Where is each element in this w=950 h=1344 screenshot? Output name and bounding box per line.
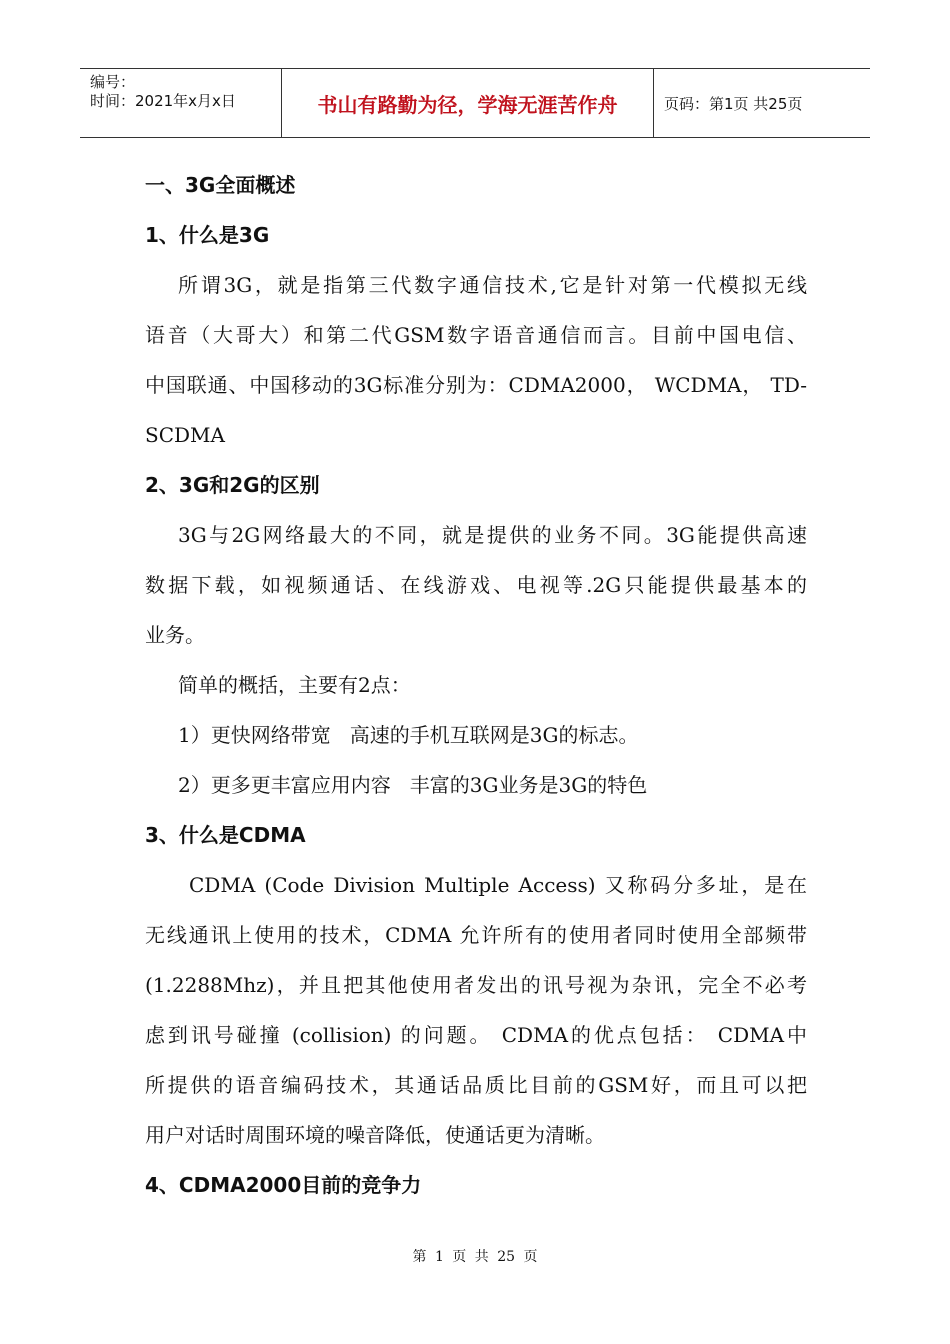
subsection-heading: 1、什么是3G: [145, 223, 270, 247]
paragraph-line: 业务。: [145, 623, 205, 647]
subsection-heading: 4、CDMA2000目前的竞争力: [145, 1173, 422, 1197]
paragraph-line: 中国联通、中国移动的3G标准分别为：CDMA2000， WCDMA， TD-: [145, 373, 807, 397]
page-header: [80, 68, 870, 138]
subsection-heading: 3、什么是CDMA: [145, 823, 306, 847]
paragraph-line: SCDMA: [145, 423, 225, 447]
subsection-heading: 2、3G和2G的区别: [145, 473, 320, 497]
doc-number-label: 编号：: [90, 73, 136, 91]
list-item: 2）更多更丰富应用内容 丰富的3G业务是3G的特色: [178, 773, 648, 797]
paragraph-line: 所提供的语音编码技术，其通话品质比目前的GSM好，而且可以把: [145, 1073, 807, 1097]
paragraph-line: 用户对话时周围环境的噪音降低，使通话更为清晰。: [145, 1123, 605, 1147]
paragraph-line: CDMA (Code Division Multiple Access) 又称码分多址，是在: [189, 873, 807, 897]
paragraph-line: 数据下载，如视频通话、在线游戏、电视等.2G只能提供最基本的: [145, 573, 807, 597]
paragraph-line: 简单的概括，主要有2点：: [178, 673, 411, 697]
paragraph-line: 虑到讯号碰撞 (collision) 的问题。 CDMA的优点包括： CDMA中: [145, 1023, 807, 1047]
header-meta: [80, 69, 282, 137]
document-body: [145, 160, 807, 1210]
paragraph-line: 无线通讯上使用的技术，CDMA 允许所有的使用者同时使用全部频带: [145, 923, 807, 947]
paragraph-line: 3G与2G网络最大的不同，就是提供的业务不同。3G能提供高速: [178, 523, 807, 547]
paragraph-line: 所谓3G，就是指第三代数字通信技术,它是针对第一代模拟无线: [178, 273, 807, 297]
header-motto: 书山有路勤为径，学海无涯苦作舟: [282, 69, 654, 137]
list-item: 1）更快网络带宽 高速的手机互联网是3G的标志。: [178, 723, 639, 747]
header-page-info: 页码：第1页 共25页: [664, 94, 803, 113]
doc-date-label: 时间：2021年x月x日: [90, 92, 236, 110]
page-footer: 第 1 页 共 25 页: [412, 1249, 538, 1265]
paragraph-line: (1.2288Mhz)，并且把其他使用者发出的讯号视为杂讯，完全不必考: [145, 973, 807, 997]
section-heading: 一、3G全面概述: [145, 173, 296, 197]
paragraph-line: 语音（大哥大）和第二代GSM数字语音通信而言。目前中国电信、: [145, 323, 807, 347]
